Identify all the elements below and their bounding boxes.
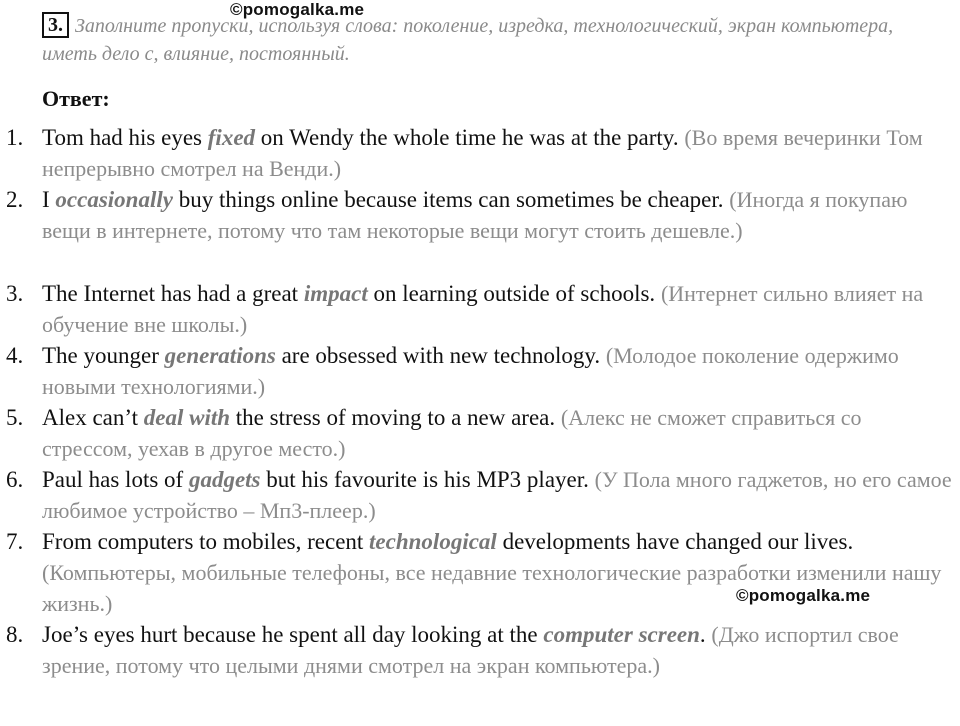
answer-word: impact [303, 281, 368, 306]
answer-word: deal with [143, 405, 231, 430]
sentence-start: Joe’s eyes hurt because he spent all day looking at the [42, 622, 544, 647]
sentence-end: . [699, 622, 712, 647]
translation: (У Пола много гаджетов, но его самое любимое устройство – Мп3-плеер.) [42, 467, 952, 523]
answer-word: technological [369, 529, 497, 554]
translation: (Молодое поколение одержимо новыми технологиями.) [42, 343, 899, 399]
sentence-end: on learning outside of schools. [367, 281, 661, 306]
sentence-start: From computers to mobiles, recent [42, 529, 370, 554]
item-number: 5. [6, 405, 24, 430]
sentence-start: I [42, 187, 56, 212]
sentence-end: buy things online because items can sometimes be cheaper. [172, 187, 730, 212]
list-item [0, 122, 956, 184]
watermark-top: ©pomogalka.me [230, 0, 365, 19]
item-number: 6. [6, 467, 24, 492]
list-item [0, 402, 956, 464]
item-number: 2. [6, 187, 24, 212]
task-header [42, 12, 942, 68]
translation: (Иногда я покупаю вещи в интернете, потому что там некоторые вещи могут стоить дешевле.) [42, 187, 908, 243]
translation: (Алекс не сможет справиться со стрессом, уехав в другое место.) [42, 405, 862, 461]
list-item [0, 340, 956, 402]
item-number: 8. [6, 622, 24, 647]
item-number: 1. [6, 125, 24, 150]
list-item [0, 464, 956, 526]
list-item [0, 619, 956, 712]
task-number: 3. [42, 12, 69, 38]
sentence-end: on Wendy the whole time he was at the party. [255, 125, 685, 150]
translation: (Компьютеры, мобильные телефоны, все недавние технологические разработки изменили нашу жизнь.) [42, 560, 942, 616]
sentence-end: the stress of moving to a new area. [230, 405, 561, 430]
item-number: 4. [6, 343, 24, 368]
sentence-start: Paul has lots of [42, 467, 189, 492]
task-instruction: Заполните пропуски, используя слова: поколение, изредка, технологический, экран компьютера, иметь дело с, влияние, постоянный. [42, 15, 894, 65]
answer-word: gadgets [188, 467, 261, 492]
translation: (Джо испортил свое зрение, потому что целыми днями смотрел на экран компьютера.) [42, 622, 899, 678]
sentence-start: Alex can’t [42, 405, 144, 430]
answer-word: generations [164, 343, 276, 368]
list-item [0, 184, 956, 278]
item-number: 3. [6, 281, 24, 306]
answer-list [0, 122, 956, 712]
answer-word: computer screen [543, 622, 700, 647]
sentence-end: are obsessed with new technology. [275, 343, 606, 368]
sentence-start: The younger [42, 343, 165, 368]
answer-label: Ответ: [42, 86, 110, 111]
translation: (Интернет сильно влияет на обучение вне школы.) [42, 281, 924, 337]
item-number: 7. [6, 529, 24, 554]
answer-word: fixed [207, 125, 256, 150]
sentence-end: developments have changed our lives. [496, 529, 854, 554]
watermark-middle: ©pomogalka.me [736, 586, 871, 605]
answer-word: occasionally [55, 187, 173, 212]
sentence-start: Tom had his eyes [42, 125, 208, 150]
sentence-start: The Internet has had a great [42, 281, 304, 306]
list-item [0, 278, 956, 340]
translation: (Во время вечеринки Том непрерывно смотрел на Венди.) [42, 125, 923, 181]
sentence-end: but his favourite is his MP3 player. [260, 467, 595, 492]
